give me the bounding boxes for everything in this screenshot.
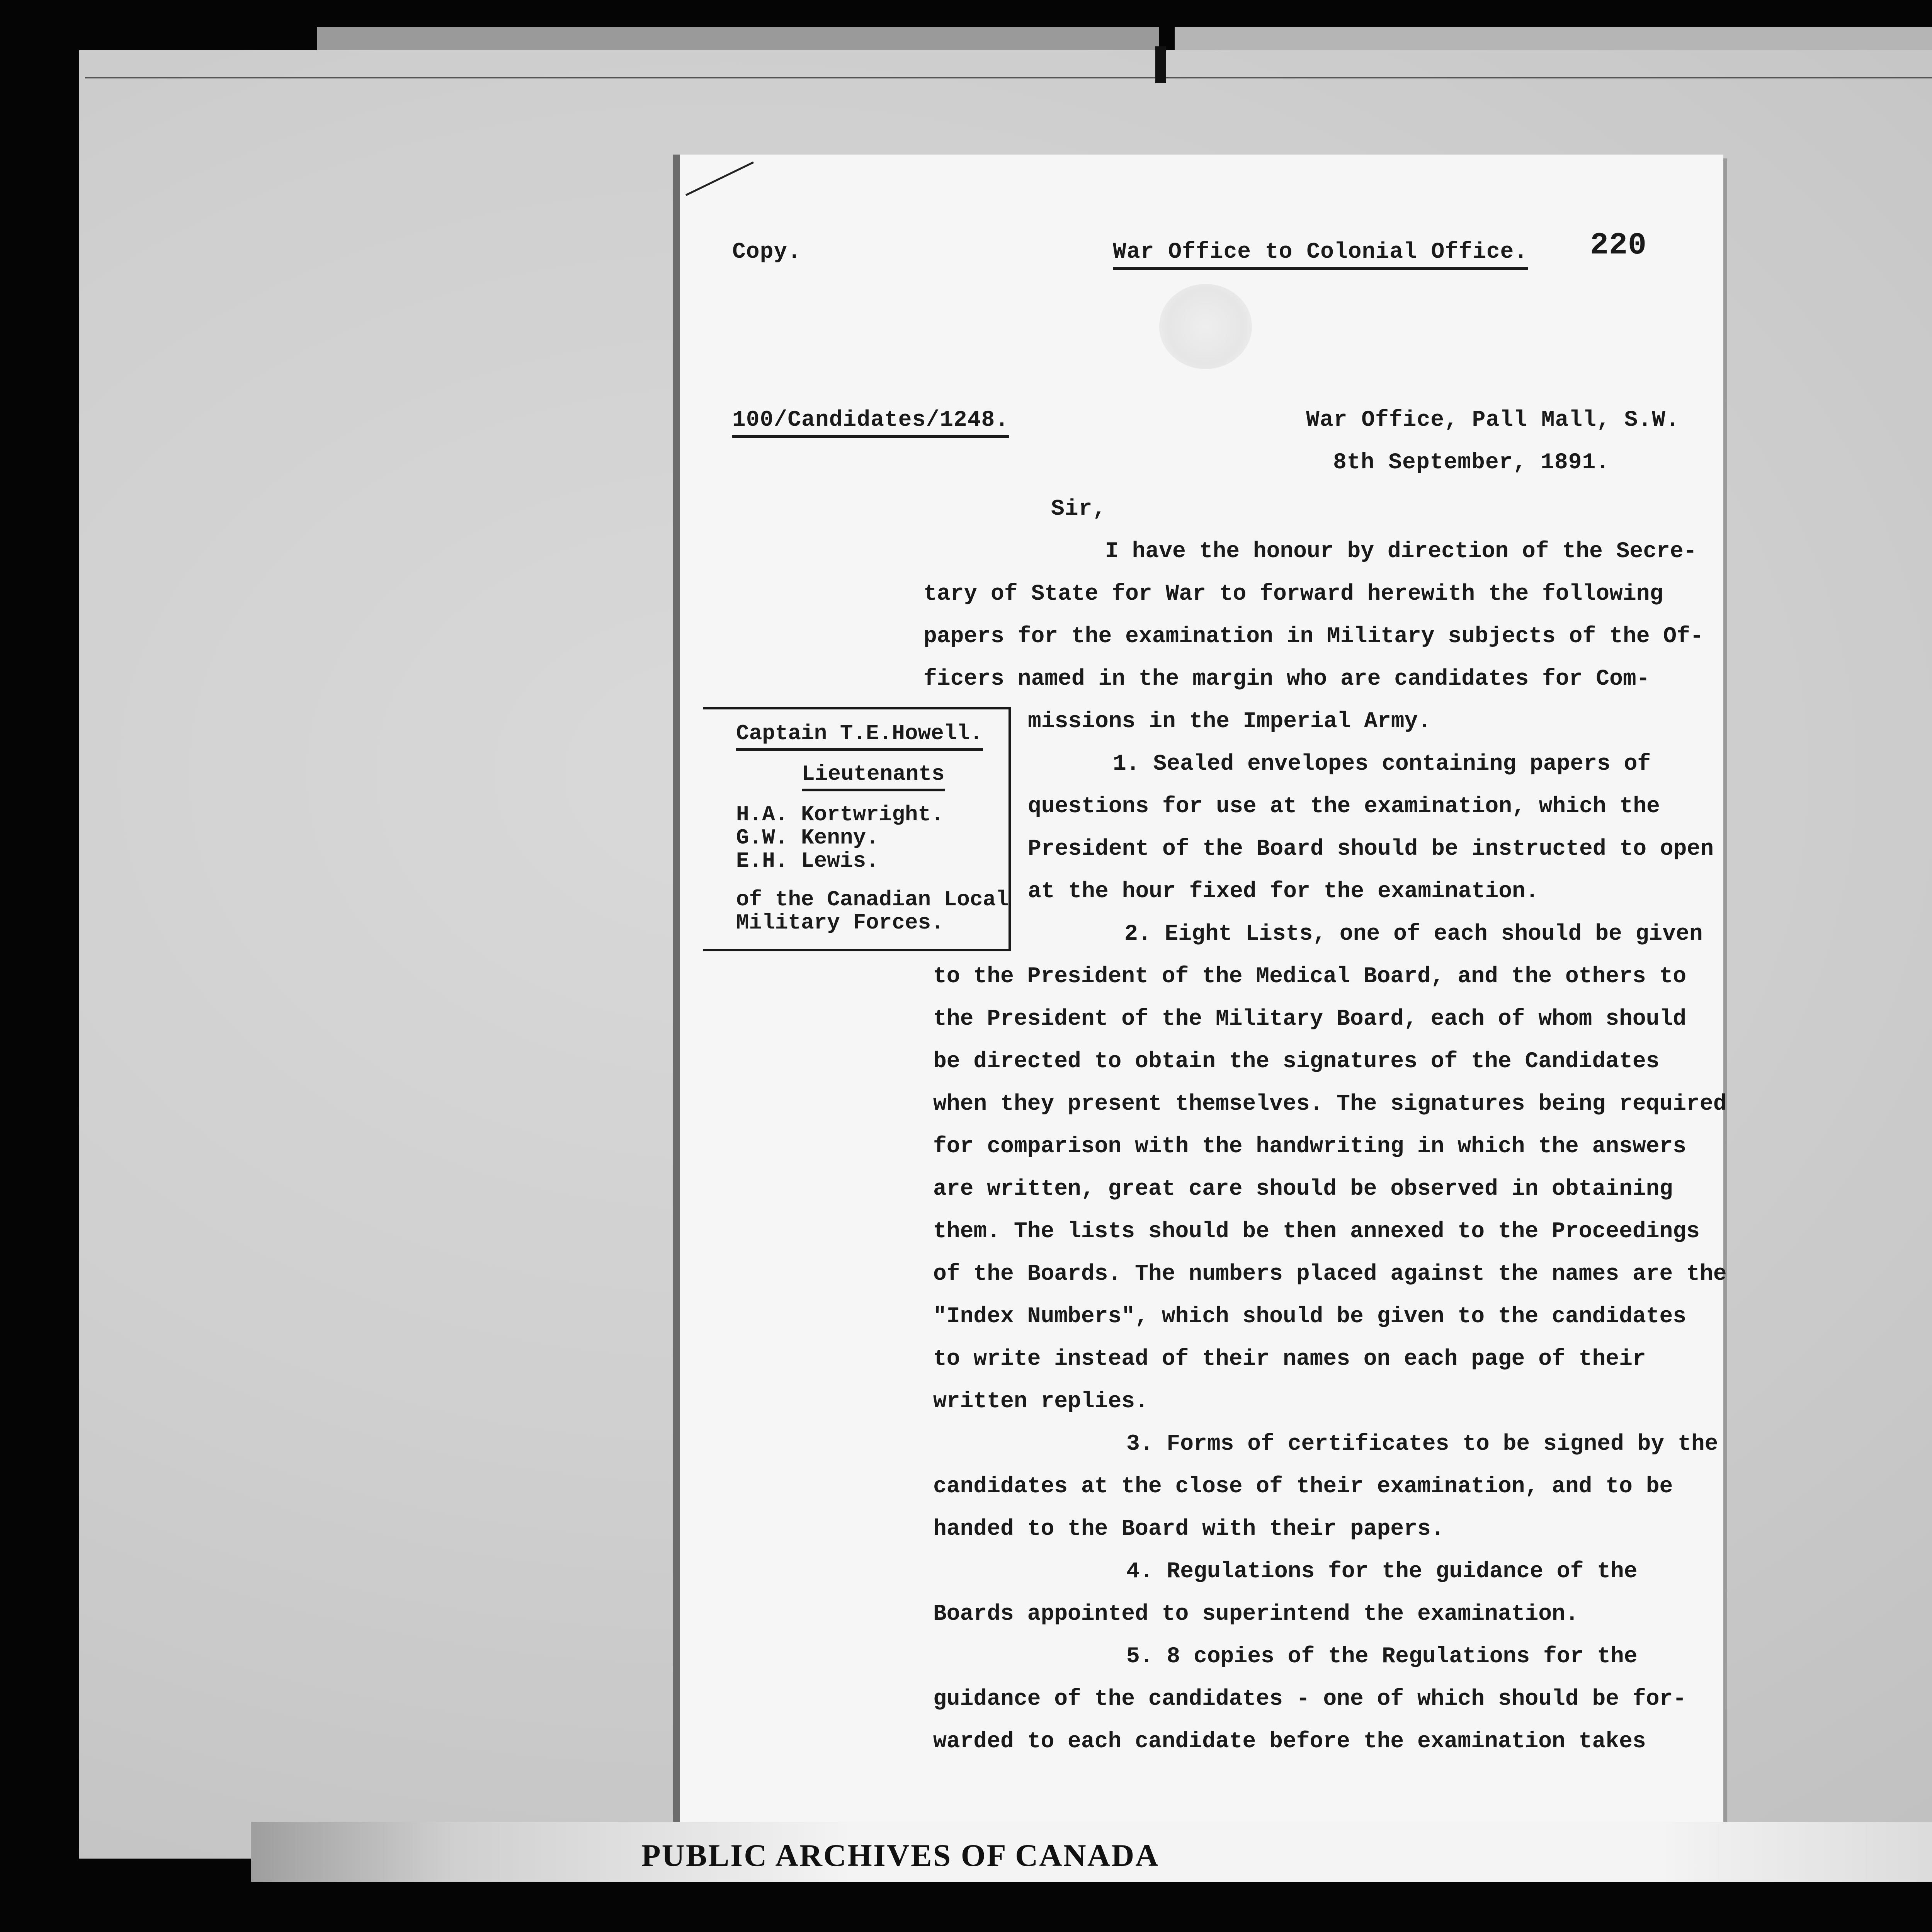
archive-label: PUBLIC ARCHIVES OF CANADA xyxy=(641,1838,1160,1873)
letter-line: guidance of the candidates - one of which should be for- xyxy=(933,1687,1687,1712)
margin-name: G.W. Kenny. xyxy=(736,825,879,850)
letter-line: be directed to obtain the signatures of the Candidates xyxy=(933,1049,1660,1074)
letter-date: 8th September, 1891. xyxy=(1333,450,1610,475)
letter-line: at the hour fixed for the examination. xyxy=(1028,879,1539,904)
letter-line: to write instead of their names on each page of their xyxy=(933,1347,1646,1372)
letter-line: "Index Numbers", which should be given to the candidates xyxy=(933,1304,1687,1329)
letter-line: candidates at the close of their examination, and to be xyxy=(933,1474,1673,1499)
letter-line: handed to the Board with their papers. xyxy=(933,1517,1444,1542)
letter-line: tary of State for War to forward herewith the following xyxy=(923,582,1663,607)
salutation: Sir, xyxy=(1051,497,1107,522)
file-number: 100/Candidates/1248. xyxy=(732,408,1009,438)
letter-line: I have the honour by direction of the Secre- xyxy=(1105,539,1697,564)
letter-line: Boards appointed to superintend the examination. xyxy=(933,1602,1579,1627)
mount-top-rule xyxy=(85,77,1932,78)
margin-name: H.A. Kortwright. xyxy=(736,802,944,827)
letter-line: are written, great care should be observed in obtaining xyxy=(933,1177,1673,1202)
letter-line: President of the Board should be instructed to open xyxy=(1028,837,1714,862)
margin-name: E.H. Lewis. xyxy=(736,849,879,873)
margin-unit-line: Military Forces. xyxy=(736,910,944,935)
page-number: 220 xyxy=(1590,228,1647,263)
letter-line: them. The lists should be then annexed to the Proceedings xyxy=(933,1219,1700,1244)
margin-note-box xyxy=(703,707,1011,951)
letter-line: 2. Eight Lists, one of each should be given xyxy=(1124,922,1703,947)
letter-line: the President of the Military Board, each of whom should xyxy=(933,1007,1687,1032)
letter-line: warded to each candidate before the examination takes xyxy=(933,1729,1646,1754)
letter-line: 3. Forms of certificates to be signed by the xyxy=(1126,1432,1718,1457)
sender-address: War Office, Pall Mall, S.W. xyxy=(1306,408,1680,433)
document-page xyxy=(680,155,1727,1828)
document-title: War Office to Colonial Office. xyxy=(1113,240,1528,270)
letter-line: 4. Regulations for the guidance of the xyxy=(1126,1559,1638,1584)
letter-line: to the President of the Medical Board, and the others to xyxy=(933,964,1687,989)
letter-line: papers for the examination in Military subjects of the Of- xyxy=(923,624,1704,649)
letter-line: ficers named in the margin who are candidates for Com- xyxy=(923,667,1650,692)
embossed-seal xyxy=(1159,284,1252,369)
letter-line: when they present themselves. The signatures being required xyxy=(933,1092,1727,1117)
letter-line: of the Boards. The numbers placed against the names are the xyxy=(933,1262,1727,1287)
letter-line: questions for use at the examination, which the xyxy=(1028,794,1660,819)
margin-unit-line: of the Canadian Local xyxy=(736,887,1009,912)
letter-line: written replies. xyxy=(933,1389,1148,1414)
mount-top-tab xyxy=(1155,46,1166,83)
margin-captain: Captain T.E.Howell. xyxy=(736,721,983,751)
archive-footer-strip xyxy=(251,1822,1932,1882)
letter-line: 1. Sealed envelopes containing papers of xyxy=(1113,752,1651,777)
copy-label: Copy. xyxy=(732,240,802,265)
letter-line: for comparison with the handwriting in which the answers xyxy=(933,1134,1687,1159)
margin-heading: Lieutenants xyxy=(802,762,945,791)
letter-line: missions in the Imperial Army. xyxy=(1028,709,1432,734)
corner-stroke-mark xyxy=(680,155,773,197)
letter-line: 5. 8 copies of the Regulations for the xyxy=(1126,1644,1638,1669)
